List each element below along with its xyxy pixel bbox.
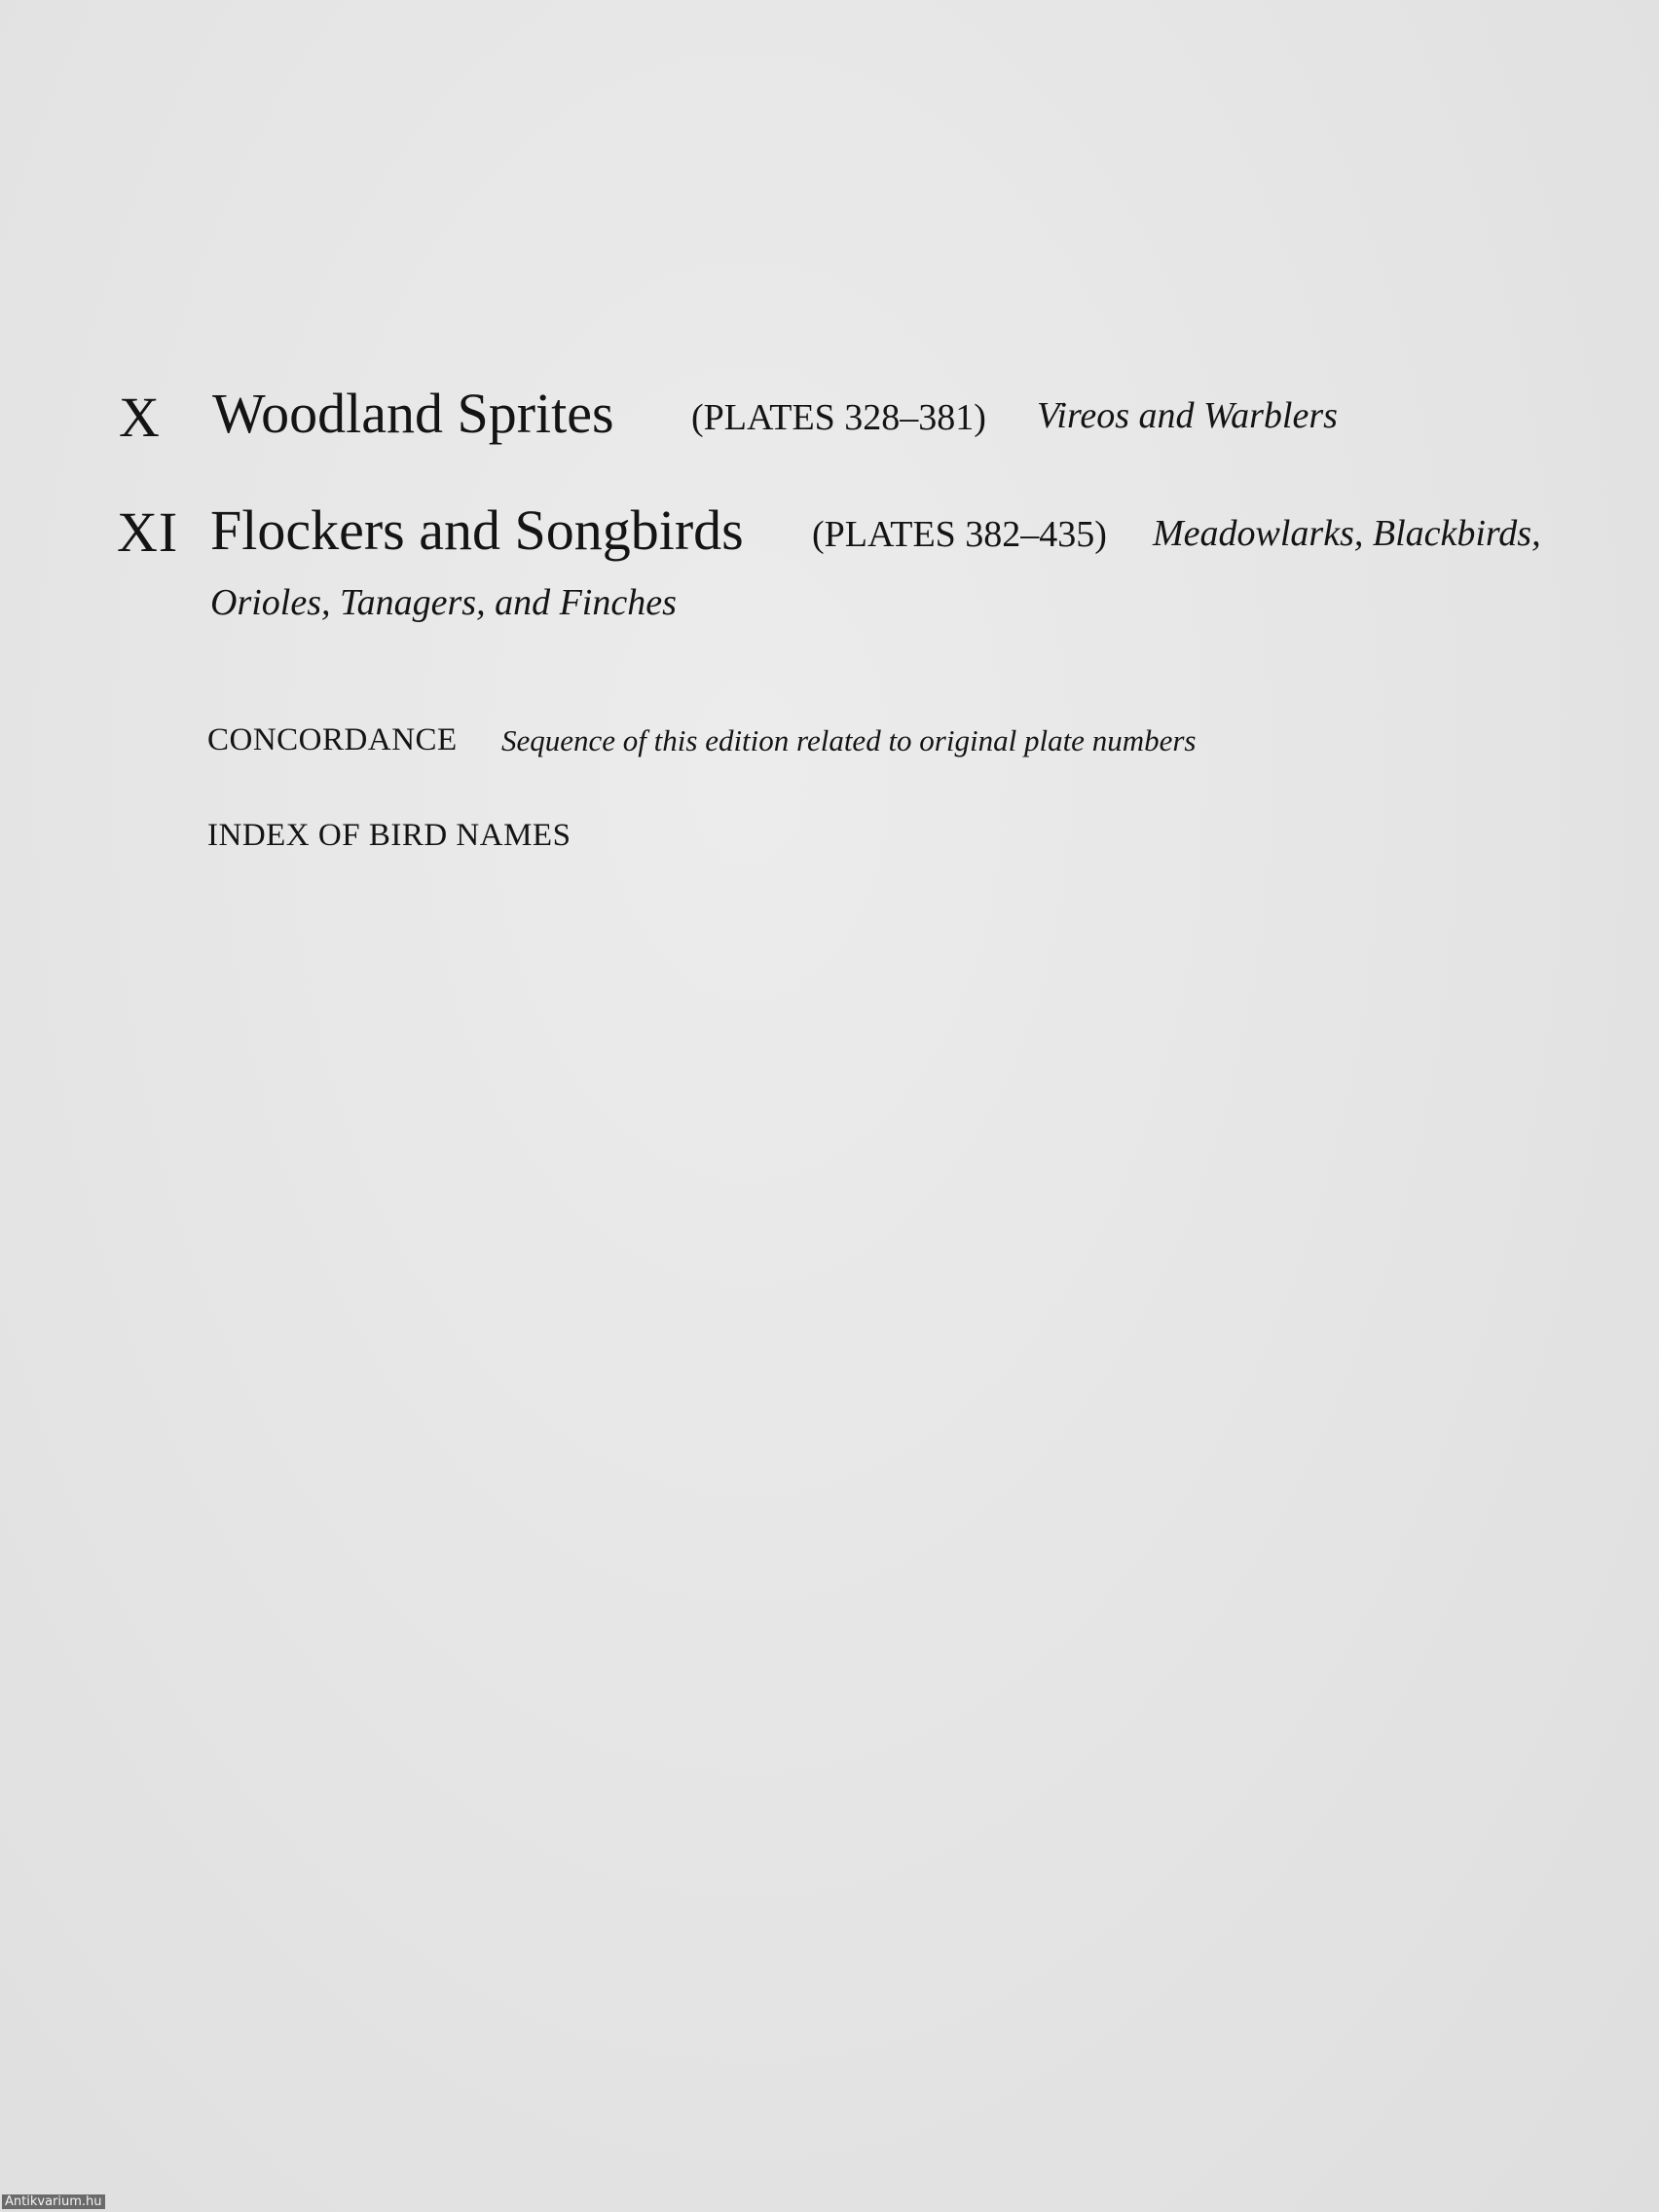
section-subtitle: Vireos and Warblers [1037,395,1338,436]
section-title-woodland-sprites: Woodland Sprites [212,382,614,445]
watermark-logo: Antikvarium.hu [2,2194,105,2209]
section-plates-range: (PLATES 382–435) [812,514,1107,555]
section-subtitle: Meadowlarks, Blackbirds, [1153,513,1541,554]
section-subtitle-continued: Orioles, Tanagers, and Finches [210,582,677,623]
section-numeral-xi: XI [117,500,179,564]
section-title-flockers-and-songbirds: Flockers and Songbirds [210,498,744,562]
section-plates-range: (PLATES 328–381) [691,397,986,438]
concordance-label: CONCORDANCE [207,722,458,757]
section-numeral-x: X [119,386,161,449]
concordance-description: Sequence of this edition related to original plate numbers [501,723,1197,757]
index-label: INDEX OF BIRD NAMES [207,818,571,853]
